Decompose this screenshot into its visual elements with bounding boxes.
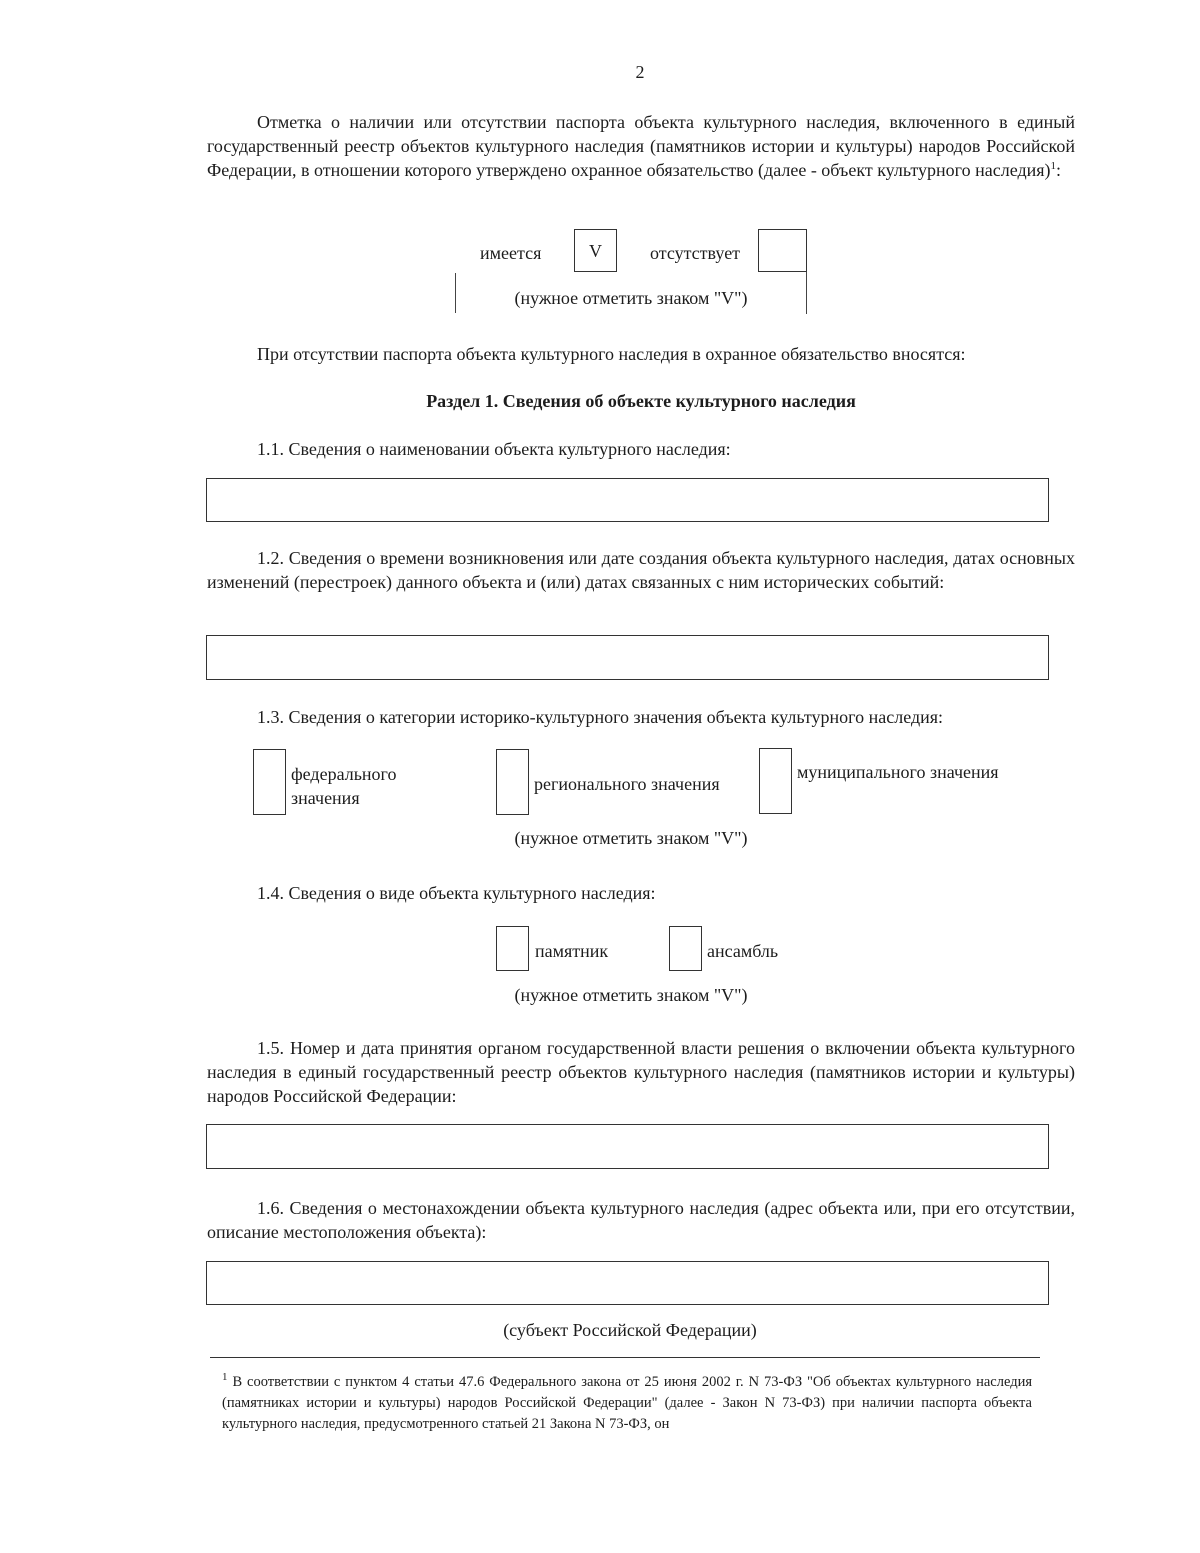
category-municipal-checkbox[interactable]	[759, 748, 792, 814]
passport-present-mark: V	[589, 241, 602, 261]
type-monument-label: памятник	[535, 941, 609, 961]
footnote-text: В соответствии с пунктом 4 статьи 47.6 Федерального закона от 25 июня 2002 г. N 73-ФЗ "Об объектах культурного наследия (памятниках истории и культуры) народов Российской Федерации" (далее - Закон N 73-ФЗ) при наличии паспорта объекта культурного наследия, предусмотренного статьей 21 Закона N 73-ФЗ, он	[222, 1374, 1032, 1432]
type-ensemble-label: ансамбль	[707, 941, 779, 961]
item-1-3-label: 1.3. Сведения о категории историко-культурного значения объекта культурного наследия:	[257, 707, 944, 727]
passport-hint: (нужное отметить знаком "V")	[514, 288, 748, 308]
item-1-1-label: 1.1. Сведения о наименовании объекта культурного наследия:	[257, 439, 731, 459]
type-monument-checkbox[interactable]	[496, 926, 529, 971]
intro-text: Отметка о наличии или отсутствии паспорта объекта культурного наследия, включенного в единый государственный реестр объектов культурного наследия (памятников истории и культуры) народов Российской Федерации, в отношении которого утверждено охранное обязательство (далее - объект культурного наследия)	[207, 112, 1075, 180]
page-number: 2	[635, 62, 645, 82]
intro-paragraph	[207, 110, 1075, 182]
item-1-2-field[interactable]	[206, 635, 1049, 680]
category-federal-checkbox[interactable]	[253, 749, 286, 815]
category-hint: (нужное отметить знаком "V")	[514, 828, 748, 848]
footnote-separator	[210, 1357, 1040, 1358]
item-1-6-caption: (субъект Российской Федерации)	[503, 1320, 757, 1340]
item-1-6-value	[207, 1262, 1048, 1280]
item-1-2-value	[207, 636, 1048, 654]
footnote-ref: 1	[1050, 160, 1057, 172]
item-1-6-field[interactable]	[206, 1261, 1049, 1305]
absent-note: При отсутствии паспорта объекта культурного наследия в охранное обязательство вносятся:	[257, 344, 966, 364]
item-1-1-field[interactable]	[206, 478, 1049, 522]
item-1-2-label: 1.2. Сведения о времени возникновения или дате создания объекта культурного наследия, датах основных изменений (перестроек) данного объекта и (или) датах связанных с ним исторических событий:	[207, 548, 1075, 592]
type-hint: (нужное отметить знаком "V")	[514, 985, 748, 1005]
passport-present-checkbox[interactable]	[574, 229, 617, 272]
item-1-5-value	[207, 1125, 1048, 1143]
footnote	[222, 1372, 1032, 1435]
item-1-6-label: 1.6. Сведения о местонахождении объекта культурного наследия (адрес объекта или, при его отсутствии, описание местоположения объекта):	[207, 1198, 1075, 1242]
item-1-1-value	[207, 479, 1048, 497]
intro-colon: :	[1056, 160, 1062, 180]
footnote-marker: 1	[222, 1371, 228, 1384]
type-ensemble-checkbox[interactable]	[669, 926, 702, 971]
category-regional-checkbox[interactable]	[496, 749, 529, 815]
passport-absent-checkbox[interactable]	[758, 229, 807, 272]
item-1-5-label: 1.5. Номер и дата принятия органом государственной власти решения о включении объекта культурного наследия в единый государственный реестр объектов культурного наследия (памятников истории и культуры) народов Российской Федерации:	[207, 1038, 1075, 1106]
category-federal-label: федерального значения	[291, 764, 397, 808]
passport-absent-label: отсутствует	[650, 243, 741, 263]
item-1-4-label: 1.4. Сведения о виде объекта культурного наследия:	[257, 883, 656, 903]
passport-present-label: имеется	[480, 243, 542, 263]
item-1-5-field[interactable]	[206, 1124, 1049, 1169]
category-regional-label: регионального значения	[534, 774, 720, 794]
category-municipal-label: муниципального значения	[797, 762, 999, 782]
section1-title: Раздел 1. Сведения об объекте культурного наследия	[426, 391, 856, 411]
